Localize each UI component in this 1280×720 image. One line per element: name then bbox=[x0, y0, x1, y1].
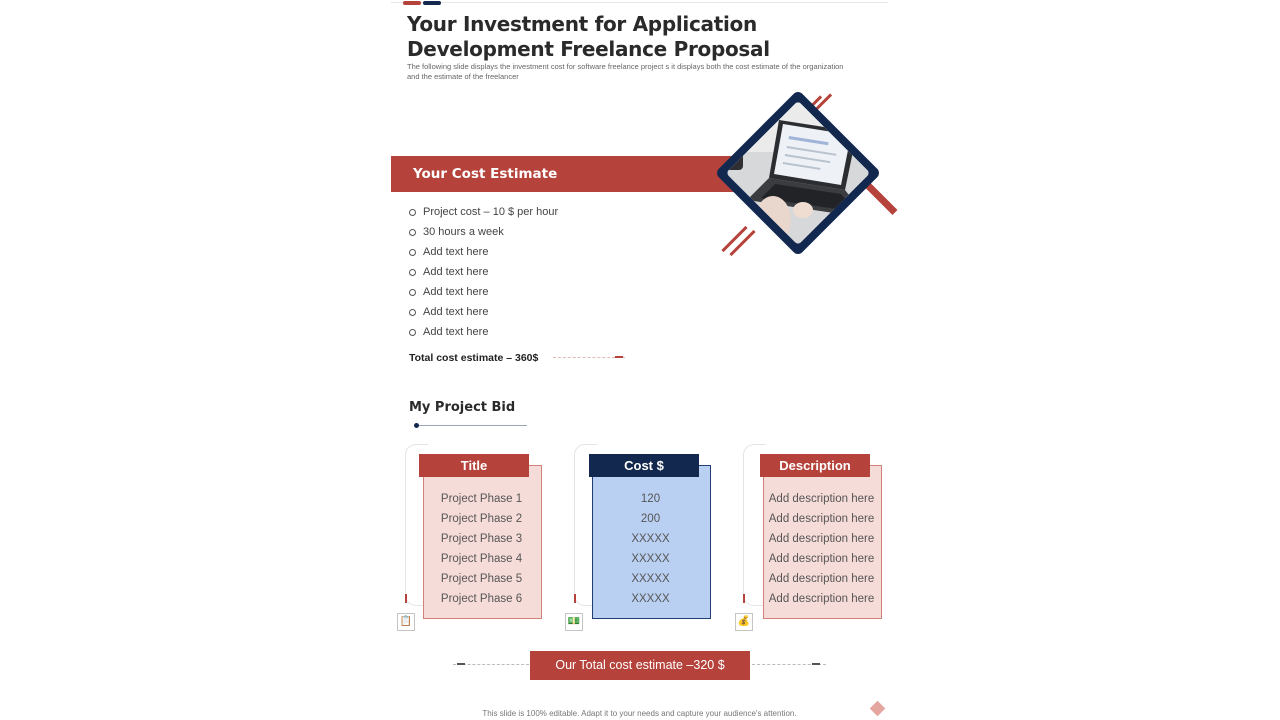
list-item: Add text here bbox=[409, 322, 709, 342]
list-item: 30 hours a week bbox=[409, 222, 709, 242]
list-item: Project cost – 10 $ per hour bbox=[409, 202, 709, 222]
final-divider-mark bbox=[812, 663, 820, 665]
top-rule bbox=[391, 2, 888, 3]
list-item: Add text here bbox=[409, 242, 709, 262]
money-bag-icon: 💰 bbox=[735, 613, 753, 631]
cost-estimate-banner bbox=[391, 156, 736, 192]
project-bid-underline bbox=[417, 425, 527, 426]
list-item: Add description here bbox=[768, 593, 875, 605]
list-item: 120 bbox=[640, 493, 661, 505]
cost-estimate-total: Total cost estimate – 360$ bbox=[409, 352, 539, 364]
laptop-image bbox=[726, 101, 870, 245]
list-item: 200 bbox=[640, 513, 661, 525]
list-item: Add description here bbox=[768, 573, 875, 585]
project-bid-heading: My Project Bid bbox=[409, 400, 516, 415]
cost-column-items bbox=[592, 489, 709, 609]
list-item: XXXXX bbox=[631, 573, 670, 585]
list-item: Add text here bbox=[409, 262, 709, 282]
project-bid-dot bbox=[414, 423, 419, 428]
list-item: Project Phase 5 bbox=[440, 573, 523, 585]
footer-note: This slide is 100% editable. Adapt it to your needs and capture your audience's attention. bbox=[482, 709, 797, 718]
document-icon: 📋 bbox=[397, 613, 415, 631]
list-item: Add text here bbox=[409, 282, 709, 302]
list-item: Add description here bbox=[768, 533, 875, 545]
column-rail-mark bbox=[574, 594, 576, 603]
proposal-page bbox=[391, 0, 888, 720]
list-item: XXXXX bbox=[631, 553, 670, 565]
top-accent-navy bbox=[423, 1, 441, 5]
description-column-header: Description bbox=[760, 454, 870, 477]
cash-stack-icon: 💵 bbox=[565, 613, 583, 631]
list-item: Add text here bbox=[409, 302, 709, 322]
total-divider-mark bbox=[615, 356, 623, 358]
cost-column-header: Cost $ bbox=[589, 454, 699, 477]
list-item: Project Phase 3 bbox=[440, 533, 523, 545]
column-rail-mark bbox=[743, 594, 745, 603]
list-item: Project Phase 2 bbox=[440, 513, 523, 525]
list-item: XXXXX bbox=[631, 533, 670, 545]
final-divider-mark bbox=[457, 663, 465, 665]
list-item: Add description here bbox=[768, 513, 875, 525]
title-column-items bbox=[423, 489, 540, 609]
bullet-circle-icon bbox=[409, 289, 416, 296]
total-estimate-banner: Our Total cost estimate –320 $ bbox=[530, 651, 750, 680]
column-rail-mark bbox=[405, 594, 407, 603]
list-item: Add description here bbox=[768, 493, 875, 505]
decor-stripe bbox=[729, 230, 755, 256]
top-accent-red bbox=[403, 1, 421, 5]
list-item: Project Phase 6 bbox=[440, 593, 523, 605]
description-column-items bbox=[763, 489, 880, 609]
bullet-circle-icon bbox=[409, 209, 416, 216]
page-subtitle: The following slide displays the investment cost for software freelance project s it displays both the cost estimate of the organization and the estimate of the freelancer bbox=[407, 62, 844, 81]
bullet-circle-icon bbox=[409, 249, 416, 256]
cost-estimate-heading: Your Cost Estimate bbox=[413, 166, 558, 182]
page-title: Your Investment for Application Development Freelance Proposal bbox=[407, 12, 770, 61]
bullet-circle-icon bbox=[409, 309, 416, 316]
list-item: Project Phase 1 bbox=[440, 493, 523, 505]
bullet-circle-icon bbox=[409, 269, 416, 276]
bullet-circle-icon bbox=[409, 329, 416, 336]
bullet-circle-icon bbox=[409, 229, 416, 236]
cost-estimate-list bbox=[409, 202, 709, 342]
laptop-photo bbox=[726, 101, 870, 245]
laptop-photo-diamond bbox=[709, 88, 885, 264]
list-item: Project Phase 4 bbox=[440, 553, 523, 565]
title-column-header: Title bbox=[419, 454, 529, 477]
list-item: Add description here bbox=[768, 553, 875, 565]
list-item: XXXXX bbox=[631, 593, 670, 605]
